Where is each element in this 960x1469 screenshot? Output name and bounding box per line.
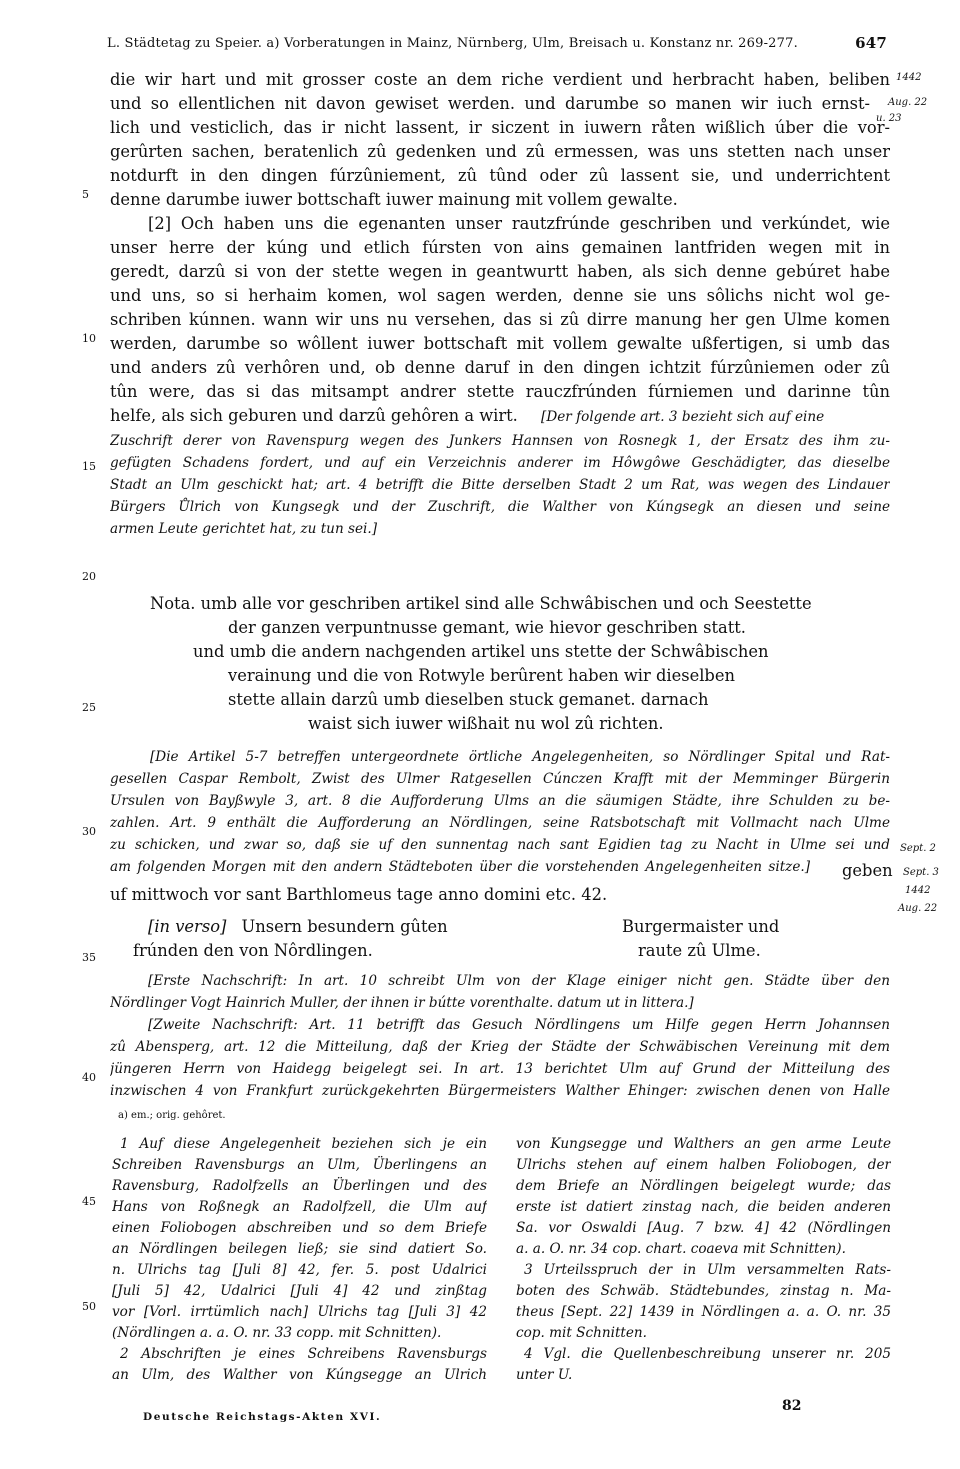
margin-date: Sept. 3 [903,867,939,878]
line-number: 50 [82,1300,96,1313]
text-line: unser herre der kúng und etlich fúrsten von ains gemainen lantfriden wegen mit in [110,238,890,257]
editorial-note-b [110,746,890,878]
text-line: werden, darumbe so wôllent iuwer bottschaft mit vollem gewalte ußfertigen, si umb das [110,334,890,353]
footnote-line: Schreiben Ravensburgs an Ulm, Überlingens an [112,1157,487,1173]
nota-line: stette allain darzû umb dieselben stuck gemanet. darnach [228,690,709,709]
footnote-line: 3 Urteilsspruch der in Ulm versammelten Rats- [524,1262,891,1278]
text-line-15-main: helfe, als sich geburen und darzû gehôren a wirt. [110,406,518,425]
margin-date: Aug. 22 [898,903,938,914]
footnote-line: unter U. [516,1367,573,1383]
verso-right-line: Burgermaister und [622,917,780,936]
editorial-line: armen Leute gerichtet hat, zu tun sei.] [110,521,378,537]
nota-line: verainung und die von Rotwyle berûrent haben wir dieselben [228,666,735,685]
editorial-note-start: [Der folgende art. 3 bezieht sich auf eine [541,409,825,425]
postscript-line: [Zweite Nachschrift: Art. 11 betrifft das Gesuch Nördlingens um Hilfe gegen Herrn Johannsen [148,1017,890,1033]
line-number: 20 [82,570,96,583]
footnote-line: [Juli 5] 42, Udalrici [Juli 4] 42 und zinßtag [112,1283,487,1299]
nota-line: waist sich iuwer wißhait nu wol zû richten. [308,714,664,733]
footnote-line: a. a. O. nr. 34 cop. chart. coaeva mit Schnitten). [516,1241,846,1257]
nota-line: und umb die andern nachgenden artikel uns stette der Schwâbischen [193,642,769,661]
running-header [107,36,887,51]
geben-text: geben [842,861,893,880]
editorial-line: gesellen Caspar Rembolt, Zwist des Ulmer Ratgesellen Cúnczen Krafft mit der Memminger Bürgerin [110,771,890,787]
verso-label: [in verso] [148,917,227,936]
running-title: L. Städtetag zu Speier. a) Vorberatungen in Mainz, Nürnberg, Ulm, Breisach u. Konstanz nr. 269-277. [107,36,798,51]
editorial-note-a [110,430,890,540]
postscript-line: jüngeren Herrn von Haidegg beigelegt sei. In art. 13 berichtet Ulm auf Grund der Mitteilung des [110,1061,890,1077]
verso-text: Unsern besundern gûten [241,917,448,936]
geben-word [842,859,902,883]
postscript-line: Nördlinger Vogt Hainrich Muller, der ihnen ir bútte vorenthalte. datum ut in littera.] [110,995,694,1011]
footnotes-right [516,1134,891,1386]
footnote-line: cop. mit Schnitten. [516,1325,647,1341]
text-line: und uns, so si herhaim komen, wol sagen werden, denne sie uns sôlichs nicht wol ge- [110,286,890,305]
date-text: uf mittwoch vor sant Barthlomeus tage anno domini etc. 42. [110,885,608,904]
postscript-line: zû Abensperg, art. 12 die Mitteilung, daß der Krieg der Städte der Schwäbischen Vereinung mit dem [110,1039,890,1055]
footer-series: Deutsche Reichstags-Akten XVI. [143,1411,382,1423]
text-line: gerûrten sachen, beratenlich zû gedenken und zû ermessen, was uns stetten nach unser [110,142,890,161]
line-number: 25 [82,701,96,714]
margin-date: u. 23 [876,113,902,124]
postscript-line: [Erste Nachschrift: In art. 10 schreibt Ulm von der Klage einiger nicht gen. Städte über den [148,973,890,989]
editorial-line: Bürgers Ůlrich von Kungsegk und der Zuschrift, die Walther von Kúngsegk an diesen und seine [110,499,890,515]
footnote-line: theus [Sept. 22] 1439 in Nördlingen a. a. O. nr. 35 [516,1304,891,1320]
verso-right-line: raute zû Ulme. [638,941,761,960]
signature-number: 82 [782,1398,802,1414]
line-number: 15 [82,460,96,473]
editorial-line: Zuschrift derer von Ravenspurg wegen des Junkers Hannsen von Rosnegk 1, der Ersatz des ihm zu- [110,433,890,449]
footnote-line: vor [Vorl. irrtümlich nach] Ulrichs tag [Juli 3] 42 [112,1304,487,1320]
text-line: geredt, darzû si von der stette wegen in geantwurtt haben, als sich denne gebúret habe [110,262,890,281]
nota-block [150,592,880,736]
date-line [110,883,890,907]
postscripts [110,970,890,1102]
editorial-line: [Die Artikel 5-7 betreffen untergeordnete örtliche Angelegenheiten, so Nördlinger Spital und Rat- [150,749,890,765]
line-number: 45 [82,1195,96,1208]
text-line-15 [110,404,890,428]
line-number: 5 [82,188,89,201]
editorial-line: zahlen. Art. 9 enthält die Aufforderung an Nördlingen, seine Ratsbotschaft mit Vollmacht nach Ulme [110,815,890,831]
text-line: notdurft in den dingen fúrzûniement, zû tûnd oder zû lassent sie, und underrichtent [110,166,890,185]
verso-address-right [622,915,779,963]
footnote-line: (Nördlingen a. a. O. nr. 33 copp. mit Schnitten). [112,1325,442,1341]
nota-line: Nota. umb alle vor geschriben artikel sind alle Schwâbischen und och Seestette [150,594,812,613]
line-number: 40 [82,1071,96,1084]
footnote-line: Hans von Roßnegk an Radolfzell, die Ulm auf [112,1199,487,1215]
text-line: schriben kúnnen. wann wir uns nu versehen, das si zû dirre manung her gen Ulme komen [110,310,890,329]
footnote-line: 1 Auf diese Angelegenheit beziehen sich je ein [120,1136,487,1152]
footnotes-left [112,1134,487,1386]
margin-date: Aug. 22 [888,97,928,108]
text-line: [2] Och haben uns die egenanten unser rautzfrúnde geschriben und verkúndet, wie [148,214,890,233]
footnote-line: einen Foliobogen abschreiben und so dem Briefe [112,1220,487,1236]
text-line: die wir hart und mit grosser coste an dem riche verdient und herbracht haben, beliben [110,70,890,89]
editorial-line: Ursulen von Bayßwyle 3, art. 8 die Aufforderung Ulms an die säumigen Städte, ihre Schulden zu be- [110,793,890,809]
line-number: 35 [82,951,96,964]
footnote-line: 4 Vgl. die Quellenbeschreibung unserer nr. 205 [524,1346,891,1362]
verso-line-2: frúnden den von Nôrdlingen. [133,941,373,960]
footnote-line: erste ist datiert zinstag nach, die beiden anderen [516,1199,891,1215]
variant-note: a) em.; orig. gehôret. [118,1110,226,1121]
margin-year: 1442 [905,885,931,896]
page-number: 647 [855,34,887,52]
main-text [110,68,890,404]
footnote-line: 2 Abschriften je eines Schreibens Ravensburgs [120,1346,487,1362]
line-number: 10 [82,332,96,345]
text-line: und anders zû verhôren und, ob denne daruf in den dingen ichtzit fúrzûniemen oder zû [110,358,890,377]
footnote-line: von Kungsegge und Walthers an gen arme Leute [516,1136,891,1152]
text-line: denne darumbe iuwer bottschaft iuwer mainung mit vollem gewalte. [110,190,678,209]
footnote-line: Sa. vor Oswaldi [Aug. 7 bzw. 4] 42 (Nördlingen [516,1220,891,1236]
footnote-line: n. Ulrichs tag [Juli 8] 42, fer. 5. post Udalrici [112,1262,487,1278]
footnote-line: an Ulm, des Walther von Kúngsegge an Ulrich [112,1367,487,1383]
text-line: und so ellentlichen nit davon gewiset werden. und darumbe so manen wir iuch ernst- [110,94,870,113]
margin-date: Sept. 2 [900,843,936,854]
margin-year: 1442 [896,72,922,83]
text-line: lich und vesticlich, das ir nicht lassent, ir siczent in iuwern råten wißlich úber die vor- [110,118,890,137]
editorial-line: am folgenden Morgen mit den andern Städteboten über die vorstehenden Angelegenheiten sitze.] [110,859,810,875]
verso-address-left [133,915,448,963]
footnote-line: Ulrichs stehen auf einem halben Foliobogen, der [516,1157,891,1173]
footnote-line: dem Briefe an Nördlingen beigelegt wurde; das [516,1178,891,1194]
line-number: 30 [82,825,96,838]
nota-line: der ganzen verpuntnusse gemant, wie hievor geschriben statt. [228,618,746,637]
editorial-line: Stadt an Ulm geschickt hat; art. 4 betrifft die Bitte derselben Stadt 2 um Rat, was wegen des Lindauer [110,477,890,493]
footnote-line: an Nördlingen beilegen ließ; sie sind datiert So. [112,1241,487,1257]
line-15-block [110,404,890,428]
verso-line-1 [148,915,448,939]
postscript-line: inzwischen 4 von Frankfurt zurückgekehrten Bürgermeisters Walther Ehinger: zwischen denen von Halle [110,1083,890,1099]
text-line: tûn were, das si das mitsampt andrer stette rauczfrúnden fúrniemen und darinne tûn [110,382,890,401]
footnote-line: boten des Schwäb. Städtebundes, zinstag n. Ma- [516,1283,891,1299]
editorial-line: zu schicken, und zwar so, daß sie uf den sunnentag nach sant Egidien tag zu Nacht in Ulme sei und [110,837,890,853]
editorial-line: gefügten Schadens fordert, und auf ein Verzeichnis anderer im Hôwgôwe Geschädigter, das dieselbe [110,455,890,471]
footnote-line: Ravensburg, Radolfzells an Überlingen und des [112,1178,487,1194]
